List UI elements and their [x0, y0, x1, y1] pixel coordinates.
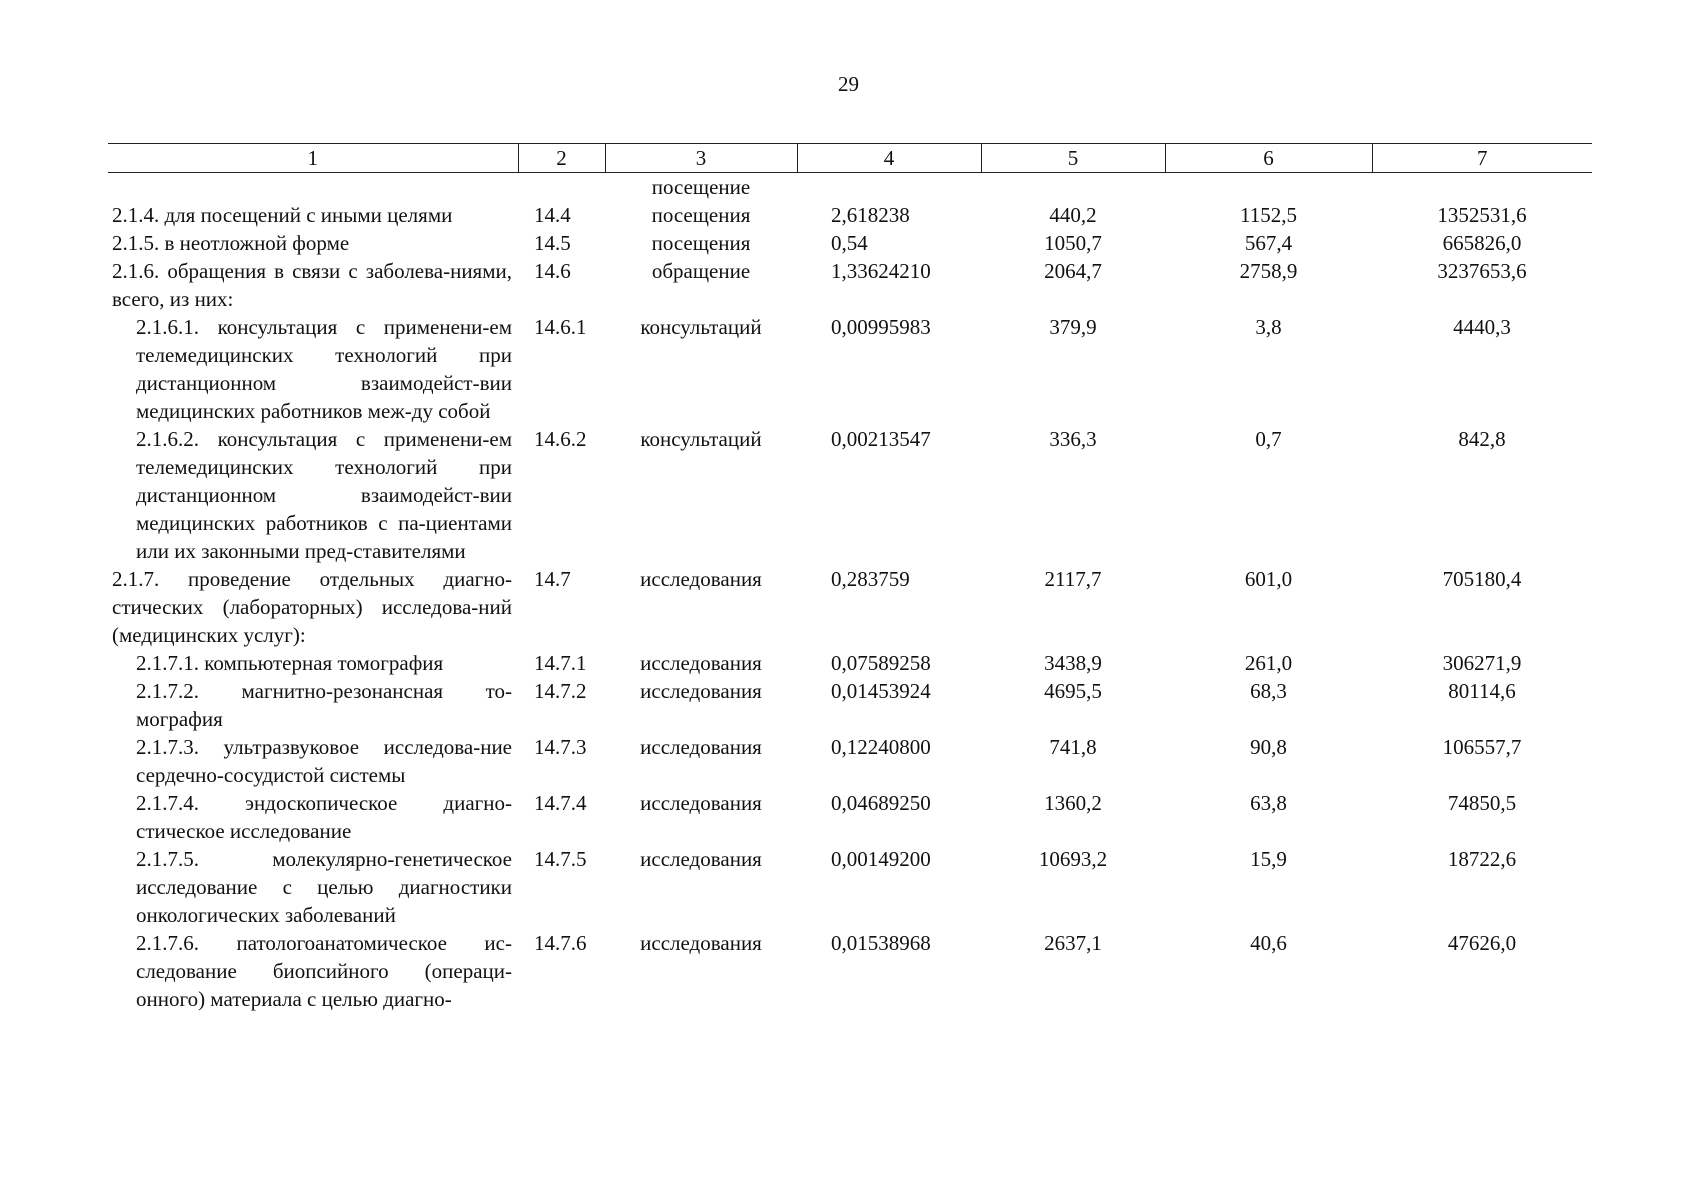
- table-row: [108, 929, 1592, 1013]
- row-code-cell: 14.7: [534, 567, 571, 591]
- row-value-col4-cell: 0,04689250: [831, 791, 931, 815]
- row-unit-cell: посещения: [651, 203, 751, 227]
- row-value-col4-cell: 0,00213547: [831, 427, 931, 451]
- column-header-1: 1: [108, 144, 518, 173]
- row-code-cell: 14.7.4: [534, 791, 587, 815]
- row-value-col6-cell: 63,8: [1250, 791, 1287, 815]
- row-value-col5-cell: 4695,5: [1044, 679, 1102, 703]
- row-unit-cell: исследования: [640, 931, 762, 955]
- row-value-col5-cell: 2064,7: [1044, 259, 1102, 283]
- row-value-col4-cell: 0,00995983: [831, 315, 931, 339]
- row-value-col4-cell: 2,618238: [831, 203, 910, 227]
- row-unit-cell: посещения: [651, 231, 751, 255]
- table-row: [108, 677, 1592, 733]
- row-code-cell: 14.4: [534, 203, 571, 227]
- row-value-col7-cell: 74850,5: [1447, 791, 1517, 815]
- row-value-col5-cell: 741,8: [1049, 735, 1097, 759]
- row-unit-cell: исследования: [640, 735, 762, 759]
- row-value-col4-cell: 0,07589258: [831, 651, 931, 675]
- header-row: [108, 144, 1592, 173]
- row-unit-cell: консультаций: [640, 315, 762, 339]
- table-row: [108, 649, 1592, 677]
- row-value-col6-cell: 261,0: [1244, 651, 1293, 675]
- table-row: [108, 173, 1592, 202]
- row-value-col6-cell: 2758,9: [1239, 259, 1298, 283]
- row-name-cell: 2.1.7. проведение отдельных диагно-стических (лабораторных) исследова-ний (медицинских услуг):: [112, 567, 512, 647]
- row-value-col7-cell: 665826,0: [1442, 231, 1522, 255]
- row-name-cell: 2.1.6. обращения в связи с заболева-ниями, всего, из них:: [112, 259, 512, 311]
- row-unit-cell: консультаций: [640, 427, 762, 451]
- row-value-col4-cell: 0,283759: [831, 567, 910, 591]
- row-unit-cell: исследования: [640, 567, 762, 591]
- row-value-col5-cell: 440,2: [1049, 203, 1097, 227]
- row-code-cell: 14.6.1: [534, 315, 587, 339]
- row-unit-cell: обращение: [651, 259, 751, 283]
- row-value-col4-cell: 0,54: [831, 231, 868, 255]
- row-name-cell: 2.1.7.6. патологоанатомическое ис-следование биопсийного (операци-онного) материала с целью диагно-: [136, 931, 512, 1011]
- column-header-7: 7: [1372, 144, 1592, 173]
- data-table: [108, 143, 1592, 1013]
- row-name-cell: 2.1.6.1. консультация с применени-ем телемедицинских технологий при дистанционном взаимодейст-вии медицинских работников меж-ду собой: [136, 315, 512, 423]
- column-header-3: 3: [605, 144, 797, 173]
- row-value-col6-cell: 3,8: [1255, 315, 1282, 339]
- row-value-col5-cell: 2637,1: [1044, 931, 1102, 955]
- row-name-cell: 2.1.7.4. эндоскопическое диагно-стическое исследование: [136, 791, 512, 843]
- row-code-cell: 14.7.1: [534, 651, 587, 675]
- table-row: [108, 565, 1592, 649]
- row-value-col5-cell: 1050,7: [1044, 231, 1102, 255]
- row-unit-cell: исследования: [640, 679, 762, 703]
- row-value-col7-cell: 3237653,6: [1437, 259, 1527, 283]
- row-value-col7-cell: 80114,6: [1448, 679, 1516, 703]
- table-row: [108, 789, 1592, 845]
- row-name-cell: 2.1.7.3. ультразвуковое исследова-ние сердечно-сосудистой системы: [136, 735, 512, 787]
- row-value-col7-cell: [1372, 173, 1592, 202]
- row-unit-cell: исследования: [640, 791, 762, 815]
- row-value-col6-cell: 15,9: [1250, 847, 1287, 871]
- row-value-col7-cell: 705180,4: [1442, 567, 1522, 591]
- row-value-col7-cell: 4440,3: [1453, 315, 1511, 339]
- row-name-cell: 2.1.7.1. компьютерная томография: [136, 651, 444, 675]
- row-value-col6-cell: 567,4: [1244, 231, 1293, 255]
- table-row: [108, 313, 1592, 425]
- row-value-col4-cell: 0,00149200: [831, 847, 931, 871]
- row-value-col5-cell: 336,3: [1049, 427, 1097, 451]
- row-name-cell: [108, 173, 518, 202]
- row-value-col5-cell: 2117,7: [1044, 567, 1102, 591]
- row-name-cell: 2.1.6.2. консультация с применени-ем телемедицинских технологий при дистанционном взаимодейст-вии медицинских работников с па-циентами или их законными пред-ставителями: [136, 427, 512, 563]
- row-name-cell: 2.1.7.2. магнитно-резонансная то-мография: [136, 679, 512, 731]
- row-value-col5-cell: [981, 173, 1165, 202]
- row-code-cell: 14.7.5: [534, 847, 587, 871]
- row-code-cell: 14.5: [534, 231, 571, 255]
- table-row: [108, 425, 1592, 565]
- row-name-cell: 2.1.5. в неотложной форме: [112, 231, 350, 255]
- column-header-4: 4: [797, 144, 981, 173]
- row-value-col7-cell: 306271,9: [1442, 651, 1522, 675]
- row-unit-cell: исследования: [640, 651, 762, 675]
- row-code-cell: 14.6.2: [534, 427, 587, 451]
- row-value-col7-cell: 106557,7: [1442, 735, 1522, 759]
- table-row: [108, 733, 1592, 789]
- row-value-col4-cell: 0,01538968: [831, 931, 931, 955]
- row-value-col6-cell: 1152,5: [1240, 203, 1297, 227]
- table-row: [108, 201, 1592, 229]
- row-value-col6-cell: 68,3: [1250, 679, 1287, 703]
- row-value-col5-cell: 379,9: [1049, 315, 1097, 339]
- row-value-col4-cell: [797, 173, 981, 202]
- table-header: [108, 144, 1592, 173]
- row-value-col5-cell: 10693,2: [1038, 847, 1108, 871]
- row-code-cell: [518, 173, 605, 202]
- row-value-col4-cell: 0,12240800: [831, 735, 931, 759]
- row-name-cell: 2.1.7.5. молекулярно-генетическое исследование с целью диагностики онкологических заболеваний: [136, 847, 512, 927]
- row-value-col6-cell: 0,7: [1255, 427, 1282, 451]
- column-header-6: 6: [1165, 144, 1372, 173]
- row-value-col6-cell: [1165, 173, 1372, 202]
- row-value-col7-cell: 18722,6: [1447, 847, 1517, 871]
- page-number: 29: [838, 72, 859, 96]
- row-value-col7-cell: 47626,0: [1447, 931, 1517, 955]
- table-row: [108, 845, 1592, 929]
- column-header-2: 2: [518, 144, 605, 173]
- row-value-col5-cell: 1360,2: [1044, 791, 1102, 815]
- row-code-cell: 14.7.3: [534, 735, 587, 759]
- row-value-col6-cell: 90,8: [1250, 735, 1287, 759]
- row-unit-cell: исследования: [640, 847, 762, 871]
- table-row: [108, 257, 1592, 313]
- row-value-col7-cell: 1352531,6: [1437, 203, 1527, 227]
- row-name-cell: 2.1.4. для посещений с иными целями: [112, 203, 453, 227]
- row-code-cell: 14.7.2: [534, 679, 587, 703]
- row-code-cell: 14.6: [534, 259, 571, 283]
- row-value-col4-cell: 0,01453924: [831, 679, 931, 703]
- row-unit-cell: посещение: [651, 175, 751, 199]
- table-body: [108, 173, 1592, 1014]
- row-value-col6-cell: 601,0: [1244, 567, 1293, 591]
- row-value-col4-cell: 1,33624210: [831, 259, 931, 283]
- row-value-col6-cell: 40,6: [1250, 931, 1287, 955]
- row-code-cell: 14.7.6: [534, 931, 587, 955]
- row-value-col5-cell: 3438,9: [1044, 651, 1102, 675]
- table-row: [108, 229, 1592, 257]
- row-value-col7-cell: 842,8: [1458, 427, 1506, 451]
- column-header-5: 5: [981, 144, 1165, 173]
